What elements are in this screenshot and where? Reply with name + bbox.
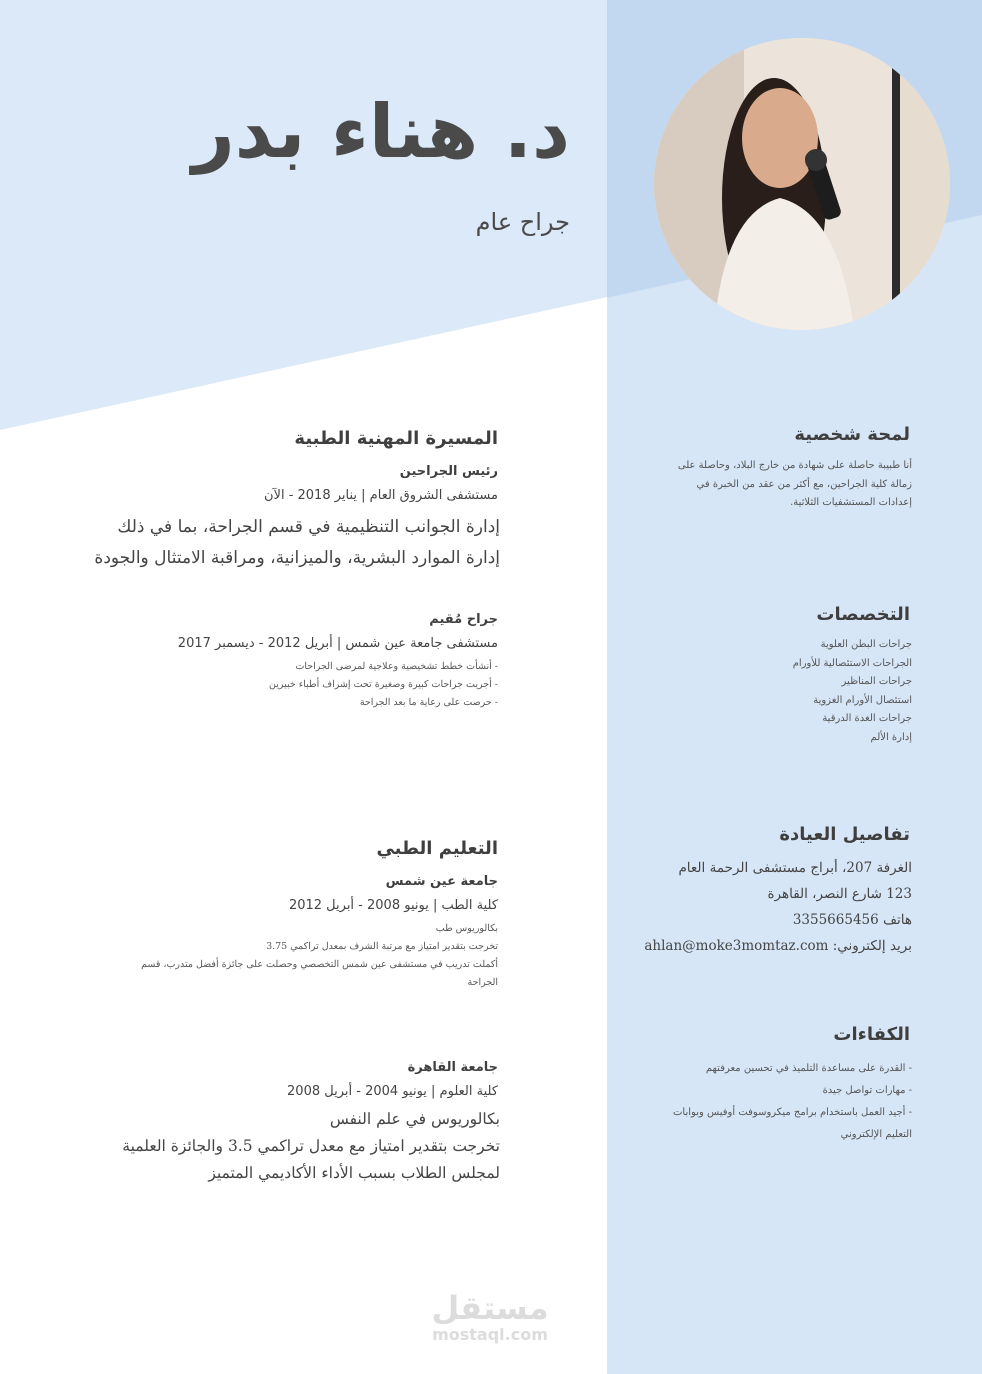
clinic-address-line: الغرفة 207، أبراج مستشفى الرحمة العام <box>678 860 912 876</box>
job-title: رئيس الجراحين <box>399 464 498 479</box>
job-line: إدارة الموارد البشرية، والميزانية، ومراقبة الامتثال والجودة <box>94 548 500 568</box>
clinic-street-line: 123 شارع النصر، القاهرة <box>767 886 912 902</box>
school-detail: تخرجت بتقدير امتياز مع معدل تراكمي 3.5 والجائزة العلمية <box>122 1137 500 1155</box>
job-duty: - أنشأت خطط تشخيصية وعلاجية لمرضى الجراحات <box>295 661 498 672</box>
profile-text <box>640 457 912 513</box>
watermark <box>430 1290 550 1344</box>
job-duty: - حرصت على رعاية ما بعد الجراحة <box>359 697 498 708</box>
profile-line: أنا طبيبة حاصلة على شهادة من خارج البلاد، وحاصلة على <box>677 460 912 471</box>
doctor-name: د. هناء بدر <box>192 89 570 175</box>
job-duty: - أجريت جراحات كبيرة وصغيرة تحت إشراف أطباء خبيرين <box>269 679 498 690</box>
specialties-heading: التخصصات <box>816 604 910 625</box>
competency-item: التعليم الإلكتروني <box>840 1129 912 1140</box>
job-title: جراح مُقيم <box>429 612 498 627</box>
clinic-phone: هاتف 3355665456 <box>792 912 912 928</box>
competency-item: - القدرة على مساعدة التلميذ في تحسين معرفتهم <box>705 1063 912 1074</box>
clinic-email[interactable]: بريد إلكتروني: ahlan@moke3momtaz.com <box>644 938 912 954</box>
specialties-list <box>640 636 912 747</box>
clinic-details <box>630 855 912 959</box>
specialty-item: جراحات الغدة الدرقية <box>822 713 912 724</box>
school-details <box>60 1106 500 1187</box>
career-heading: المسيرة المهنية الطبية <box>294 428 498 449</box>
clinic-heading: تفاصيل العيادة <box>779 824 910 845</box>
education-heading: التعليم الطبي <box>376 838 498 859</box>
job-title: جراح عام <box>475 208 570 236</box>
portrait-photo-icon <box>654 38 950 330</box>
job-meta: مستشفى جامعة عين شمس | أبريل 2012 - ديسمبر 2017 <box>177 636 498 651</box>
specialty-item: جراحات المناظير <box>841 676 912 687</box>
school-meta: كلية العلوم | يونيو 2004 - أبريل 2008 <box>287 1084 498 1099</box>
watermark-arabic: مستقل <box>431 1289 549 1327</box>
job-meta: مستشفى الشروق العام | يناير 2018 - الآن <box>263 488 498 503</box>
school-detail: تخرجت بتقدير امتياز مع مرتبة الشرف بمعدل تراكمي 3.75 <box>266 941 498 952</box>
school-detail: لمجلس الطلاب بسبب الأداء الأكاديمي المتميز <box>208 1164 500 1182</box>
specialty-item: استئصال الأورام الغزوية <box>813 694 912 706</box>
school-detail: أكملت تدريب في مستشفى عين شمس التخصصي وحصلت على جائزة أفضل متدرب، قسم <box>141 959 498 970</box>
profile-photo <box>654 38 950 330</box>
specialty-item: الجراحات الاستئصالية للأورام <box>792 657 912 669</box>
specialty-item: إدارة الألم <box>870 731 912 743</box>
competencies-heading: الكفاءات <box>833 1024 910 1045</box>
competencies-list <box>640 1058 912 1146</box>
specialty-item: جراحات البطن العلوية <box>820 639 912 650</box>
school-details <box>120 920 498 992</box>
school-detail: الجراحة <box>467 977 498 988</box>
school-name: جامعة القاهرة <box>407 1060 498 1075</box>
watermark-latin: mostaql.com <box>432 1325 548 1344</box>
school-meta: كلية الطب | يونيو 2008 - أبريل 2012 <box>288 898 498 913</box>
school-name: جامعة عين شمس <box>385 874 498 889</box>
school-detail: بكالوريوس في علم النفس <box>329 1110 500 1128</box>
competency-item: - مهارات تواصل جيدة <box>822 1085 912 1096</box>
profile-heading: لمحة شخصية <box>794 424 910 445</box>
profile-line: زمالة كلية الجراحين، مع أكثر من عقد من الخبرة في <box>696 478 912 490</box>
competency-item: - أجيد العمل باستخدام برامج ميكروسوفت أوفيس وبوابات <box>673 1107 912 1118</box>
profile-line: إعدادات المستشفيات الثلاثية. <box>790 497 912 508</box>
school-detail: بكالوريوس طب <box>435 923 498 934</box>
job-description <box>60 512 500 574</box>
job-duties <box>100 658 498 712</box>
job-line: إدارة الجوانب التنظيمية في قسم الجراحة، بما في ذلك <box>117 517 500 537</box>
